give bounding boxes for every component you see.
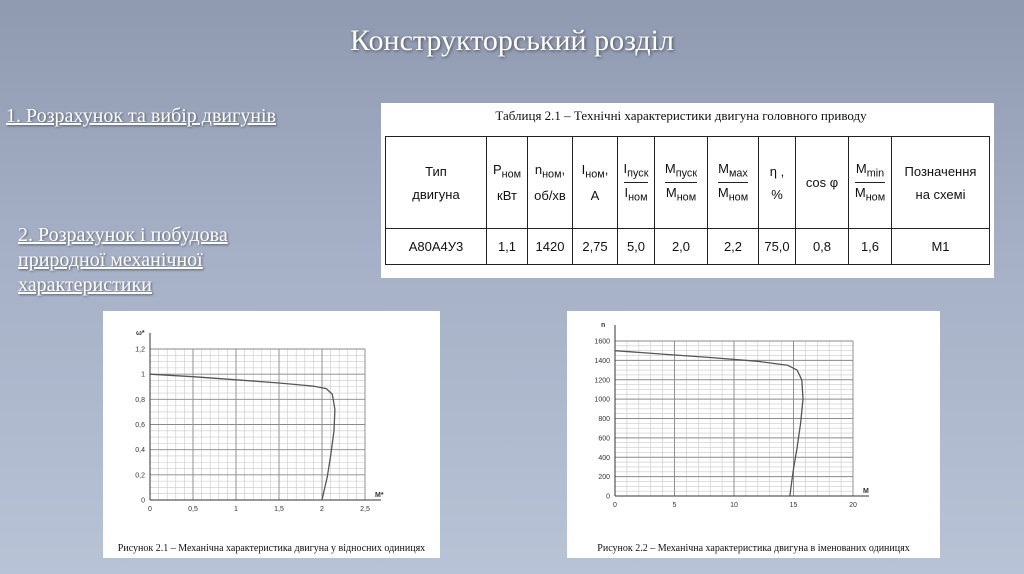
header-type: Тип двигуна xyxy=(386,137,487,229)
y-tick-label: 1200 xyxy=(594,377,610,385)
cell-efficiency: 75,0 xyxy=(759,229,796,265)
header-max-torque-ratio: $\frac{M_{мах}}{M_{ном}}$ xyxy=(708,137,759,229)
x-axis-label: M xyxy=(863,488,869,495)
y-axis-label: n xyxy=(601,322,606,329)
spec-table xyxy=(385,136,990,265)
y-tick-label: 400 xyxy=(598,454,610,462)
y-tick-label: 0,4 xyxy=(135,447,145,455)
y-tick-label: 200 xyxy=(598,474,610,482)
x-tick-label: 1 xyxy=(234,506,238,513)
x-tick-label: 1,5 xyxy=(274,506,284,513)
x-tick-label: 5 xyxy=(672,502,677,509)
x-tick-label: 0 xyxy=(613,502,617,509)
header-start-current-ratio: $\frac{I_{пуск}}{I_{ном}}$ xyxy=(618,137,655,229)
chart-named-units xyxy=(567,311,940,536)
cell-start-torque-ratio: 2,0 xyxy=(655,229,708,265)
y-tick-label: 0,6 xyxy=(135,422,145,429)
header-efficiency: η , % xyxy=(759,137,796,229)
figure2-caption: Рисунок 2.2 – Механічна характеристика двигуна в іменованих одиницях xyxy=(597,543,910,554)
header-start-torque-ratio: $\frac{M_{пуск}}{M_{ном}}$ xyxy=(655,137,708,229)
header-speed: $n_{ном}$, об/хв xyxy=(528,137,573,229)
cell-speed: 1420 xyxy=(528,229,573,265)
header-min-torque-ratio: $\frac{M_{min}}{M_{ном}}$ xyxy=(849,137,892,229)
spec-table-panel xyxy=(381,103,994,278)
x-tick-label: 20 xyxy=(849,502,857,509)
x-tick-label: 0 xyxy=(148,506,152,513)
link-mechanical-characteristic[interactable] xyxy=(18,223,228,298)
x-tick-label: 10 xyxy=(730,502,738,509)
y-tick-label: 1600 xyxy=(594,338,610,346)
cell-type: А80А4У3 xyxy=(386,229,487,265)
cell-power: 1,1 xyxy=(487,229,528,265)
table-row xyxy=(386,229,990,265)
header-cos-phi: cos φ xyxy=(796,137,849,229)
x-tick-label: 0,5 xyxy=(188,506,198,513)
figure-named-units xyxy=(567,311,940,558)
link-engine-selection[interactable]: 1. Розрахунок та вибір двигунів xyxy=(6,105,277,127)
cell-min-torque-ratio: 1,6 xyxy=(849,229,892,265)
link-line-3: характеристики xyxy=(18,274,153,296)
cell-cos-phi: 0,8 xyxy=(796,229,849,265)
y-tick-label: 1 xyxy=(141,371,145,379)
header-designation: Позначення на схемі xyxy=(892,137,990,229)
header-power: $P_{ном}$ кВт xyxy=(487,137,528,229)
slide-title: Конструкторський розділ xyxy=(350,24,674,57)
y-tick-label: 800 xyxy=(598,416,610,423)
x-tick-label: 2 xyxy=(320,506,324,513)
x-axis-label: M* xyxy=(375,492,384,499)
y-tick-label: 0 xyxy=(141,497,145,505)
y-tick-label: 0 xyxy=(606,493,610,501)
x-tick-label: 2,5 xyxy=(360,506,370,513)
chart-relative-units xyxy=(103,311,440,536)
x-tick-label: 15 xyxy=(789,502,798,509)
link-line-2: природної механічної xyxy=(18,249,203,271)
figure-relative-units xyxy=(103,311,440,558)
cell-current: 2,75 xyxy=(573,229,618,265)
cell-designation: М1 xyxy=(892,229,990,265)
y-tick-label: 1000 xyxy=(594,396,610,404)
cell-max-torque-ratio: 2,2 xyxy=(708,229,759,265)
cell-start-current-ratio: 5,0 xyxy=(618,229,655,265)
link-line-1: 2. Розрахунок і побудова xyxy=(18,224,228,246)
y-tick-label: 0,2 xyxy=(135,472,145,480)
header-current: $I_{ном}$, А xyxy=(573,137,618,229)
figure1-caption: Рисунок 2.1 – Механічна характеристика двигуна у відносних одиницях xyxy=(117,543,426,554)
y-tick-label: 1,2 xyxy=(135,346,145,354)
table-header-row xyxy=(386,137,990,229)
y-axis-label: ω* xyxy=(136,330,145,337)
y-tick-label: 0,8 xyxy=(135,396,145,404)
y-tick-label: 1400 xyxy=(594,357,610,365)
y-tick-label: 600 xyxy=(598,435,610,443)
table-caption: Таблиця 2.1 – Технічні характеристики двигуна головного приводу xyxy=(495,108,867,123)
